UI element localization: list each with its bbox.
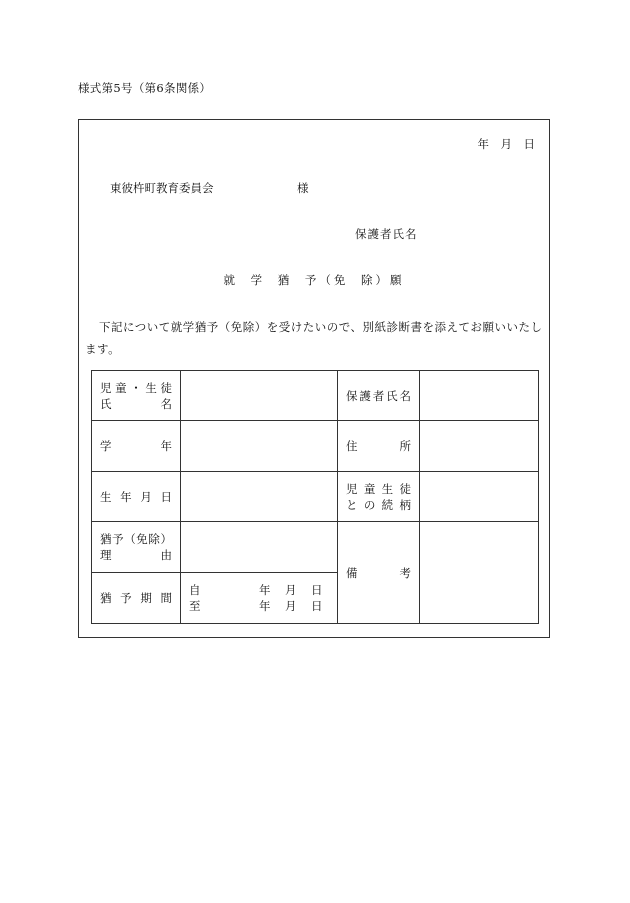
birthdate-label: 生年月日 (100, 489, 172, 504)
remarks-label: 備考 (346, 565, 411, 580)
addressee: 東彼杵町教育委員会 (110, 181, 214, 195)
period-value-cell[interactable] (181, 573, 338, 624)
remarks-value-cell[interactable] (420, 522, 539, 624)
reason-label-cell (92, 522, 181, 573)
relationship-label-line1: 児童生徒 (346, 481, 411, 496)
relationship-label-line2: との続柄 (346, 497, 411, 512)
body-text: 下記について就学猶予（免除）を受けたいので、別紙診断書を添えてお願いいたします。 (85, 320, 543, 356)
period-from-label: 自 (189, 583, 201, 597)
day-mark: 日 (311, 599, 323, 613)
table-row (92, 421, 539, 472)
grade-label-cell (92, 421, 181, 472)
table-row (92, 522, 539, 573)
honorific: 様 (297, 181, 309, 195)
student-name-value-cell[interactable] (181, 371, 338, 421)
year-mark: 年 (259, 599, 271, 613)
period-to-line (189, 598, 329, 614)
student-name-label-line2: 氏名 (100, 396, 172, 411)
student-name-label-line1: 児童・生徒 (100, 380, 172, 395)
guardian-name-label-cell (338, 371, 420, 421)
period-label: 猶予期間 (100, 591, 172, 605)
address-label-cell (338, 421, 420, 472)
birthdate-value-cell[interactable] (181, 472, 338, 522)
reason-label-line2: 理由 (100, 548, 172, 562)
grade-value-cell[interactable] (181, 421, 338, 472)
form-number: 様式第5号（第6条関係） (78, 81, 212, 95)
birthdate-label-cell (92, 472, 181, 522)
student-name-label-cell (92, 371, 181, 421)
remarks-label-cell (338, 522, 420, 624)
address-label: 住所 (346, 439, 411, 453)
period-from-line (189, 582, 329, 598)
year-mark: 年 (259, 583, 271, 597)
reason-value-cell[interactable] (181, 522, 338, 573)
period-to-label: 至 (189, 599, 201, 613)
application-form-frame (78, 119, 550, 638)
day-mark: 日 (311, 583, 323, 597)
guardian-name-label: 保護者氏名 (346, 388, 411, 403)
month-mark: 月 (285, 583, 297, 597)
address-value-cell[interactable] (420, 421, 539, 472)
period-label-cell (92, 573, 181, 624)
date-line: 年 月 日 (477, 137, 535, 151)
guardian-name-value-cell[interactable] (420, 371, 539, 421)
reason-label-line1: 猶予（免除） (100, 532, 172, 546)
grade-label: 学年 (100, 439, 172, 453)
relationship-label-cell (338, 472, 420, 522)
table-row (92, 472, 539, 522)
relationship-value-cell[interactable] (420, 472, 539, 522)
detail-table (91, 370, 539, 624)
guardian-signature-label: 保護者氏名 (355, 227, 418, 241)
table-row (92, 371, 539, 421)
month-mark: 月 (285, 599, 297, 613)
document-title: 就 学 猶 予（免 除）願 (223, 273, 405, 287)
